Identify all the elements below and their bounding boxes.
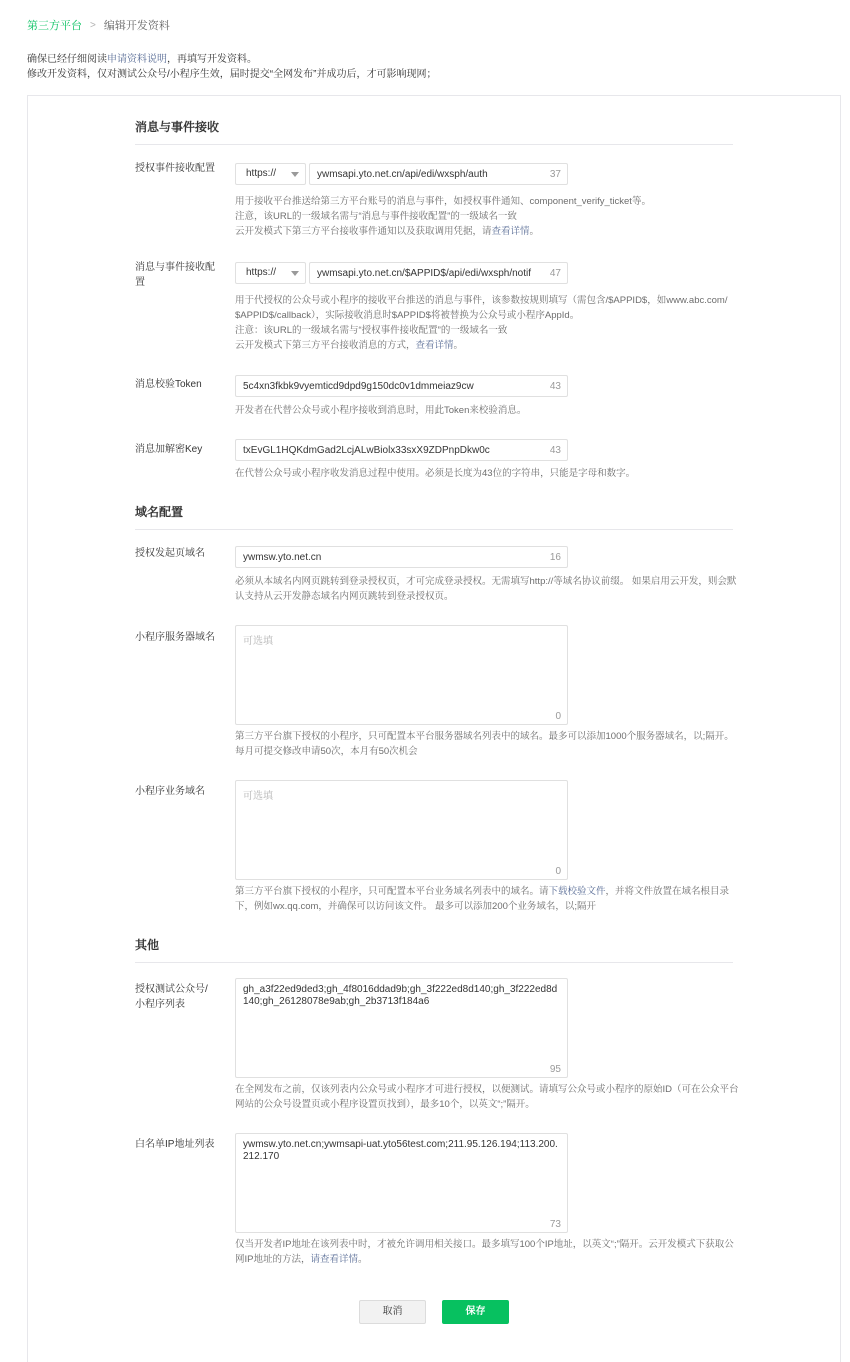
help-line: 认支持从云开发静态域名内网页跳转到登录授权页。	[235, 591, 454, 602]
help-line	[235, 1252, 735, 1267]
biz-domain-label: 小程序业务域名	[135, 786, 205, 797]
token-label: 消息校验Token	[135, 379, 202, 390]
input-value: txEvGL1HQKdmGad2LcjALwBiolx33sxX9ZDPnpDkw0c	[243, 445, 490, 456]
char-count: 43	[549, 381, 561, 392]
msg-event-label: 消息与事件接收配置	[135, 262, 215, 288]
help-line: 第三方平台旗下授权的小程序，只可配置本平台服务器域名列表中的域名。最多可以添加1000个服务器域名，以;隔开。	[235, 731, 734, 742]
section-divider	[135, 962, 733, 963]
section-title-message: 消息与事件接收	[135, 120, 220, 134]
help-text: 网IP地址的方法，	[235, 1254, 311, 1265]
help-line: $APPID$/callback），实际接收消息时$APPID$将被替换为公众号或小程序AppId。	[235, 310, 580, 321]
chevron-down-icon	[291, 271, 299, 276]
help-line: 在全网发布之前，仅该列表内公众号或小程序才可进行授权，以便测试。请填写公众号或小程序的原始ID（可在公众平台	[235, 1084, 739, 1095]
auth-event-url-input[interactable]	[309, 163, 568, 185]
apply-guide-link[interactable]: 申请资料说明	[107, 54, 167, 65]
char-count: 0	[555, 711, 561, 722]
breadcrumb	[27, 17, 170, 33]
char-count: 0	[555, 866, 561, 877]
notice	[27, 52, 436, 82]
placeholder-text: 可选填	[243, 791, 273, 802]
auth-domain-input[interactable]	[235, 546, 568, 568]
section-divider	[135, 144, 733, 145]
help-text: 。	[453, 340, 464, 351]
notice-line-1	[27, 52, 436, 67]
input-value: ywmsapi.yto.net.cn/$APPID$/api/edi/wxsph/notif	[317, 268, 531, 279]
help-line: 用于接收平台推送给第三方平台账号的消息与事件，如授权事件通知、component_verify_ticket等。	[235, 196, 651, 207]
help-line: 必须从本域名内网页跳转到登录授权页，才可完成登录授权。无需填写http://等域名协议前缀。 如果启用云开发，则会默	[235, 576, 737, 587]
aes-key-input[interactable]	[235, 439, 568, 461]
help-text: 。	[358, 1254, 368, 1265]
msg-event-url-input[interactable]	[309, 262, 568, 284]
help-line	[235, 224, 735, 239]
token-input[interactable]	[235, 375, 568, 397]
char-count: 43	[549, 445, 561, 456]
help-line: 仅当开发者IP地址在该列表中时，才被允许调用相关接口。最多填写100个IP地址，以英文“;”隔开。云开发模式下获取公	[235, 1239, 734, 1250]
notice-line-2: 修改开发资料，仅对测试公众号/小程序生效，届时提交“全网发布”并成功后，才可影响现网；	[27, 69, 437, 80]
help-line: 注意：该URL的一级域名需与“授权事件接收配置”的一级域名一致	[235, 325, 508, 336]
help-line: 每月可提交修改申请50次，本月有50次机会	[235, 746, 418, 757]
help-text: 云开发模式下第三方平台接收事件通知以及获取调用凭据，请	[235, 226, 492, 237]
msg-event-protocol-select[interactable]	[235, 262, 306, 284]
test-list-label: 授权测试公众号/小程序列表	[135, 984, 208, 1010]
biz-domain-help	[235, 884, 735, 914]
help-line	[235, 884, 735, 899]
biz-domain-textarea[interactable]	[235, 780, 568, 880]
ip-list-textarea[interactable]	[235, 1133, 568, 1233]
help-line: 开发者在代替公众号或小程序接收到消息时，用此Token来校验消息。	[235, 405, 527, 416]
textarea-value: gh_a3f22ed9ded3;gh_4f8016ddad9b;gh_3f222ed8d140;gh_3f222ed8d140;gh_26128078e9ab;gh_2b3713f184a6	[243, 984, 558, 1007]
help-text: 。	[529, 226, 540, 237]
test-list-help	[235, 1082, 739, 1112]
char-count: 47	[549, 268, 561, 279]
auth-domain-label: 授权发起页域名	[135, 548, 205, 559]
token-help	[235, 403, 735, 418]
save-button[interactable]: 保存	[442, 1300, 509, 1324]
placeholder-text: 可选填	[243, 636, 273, 647]
msg-event-details-link[interactable]: 查看详情	[415, 340, 454, 351]
section-title-domain: 域名配置	[135, 505, 184, 519]
test-list-textarea[interactable]	[235, 978, 568, 1078]
char-count: 37	[549, 169, 561, 180]
section-title-other: 其他	[135, 938, 160, 952]
help-line: 在代替公众号或小程序收发消息过程中使用。必须是长度为43位的字符串，只能是字母和数字。	[235, 468, 636, 479]
server-domain-help	[235, 729, 735, 759]
help-line: 用于代授权的公众号或小程序的接收平台推送的消息与事件，该参数按规则填写（需包含/$APPID$，如www.abc.com/	[235, 295, 728, 306]
download-verify-file-link[interactable]: 下载校验文件	[548, 886, 606, 897]
char-count: 95	[549, 1064, 561, 1075]
char-count: 73	[549, 1219, 561, 1230]
help-line: 注意，该URL的一级域名需与“消息与事件接收配置”的一级域名一致	[235, 211, 517, 222]
protocol-value: https://	[246, 267, 277, 278]
ip-list-label: 白名单IP地址列表	[135, 1139, 215, 1150]
notice-text: 确保已经仔细阅读	[27, 54, 107, 65]
input-value: ywmsw.yto.net.cn	[243, 552, 322, 563]
ip-list-help	[235, 1237, 735, 1267]
server-domain-textarea[interactable]	[235, 625, 568, 725]
ip-details-link[interactable]: 请查看详情	[310, 1254, 358, 1265]
help-text: ，并将文件放置在域名根目录	[605, 886, 730, 897]
textarea-value: ywmsw.yto.net.cn;ywmsapi-uat.yto56test.com;211.95.126.194;113.200.212.170	[243, 1139, 558, 1162]
help-line	[235, 338, 735, 353]
help-text: 第三方平台旗下授权的小程序，只可配置本平台业务域名列表中的域名。请	[235, 886, 549, 897]
help-line: 网站的公众号设置页或小程序设置页找到），最多10个，以英文“;”隔开。	[235, 1099, 535, 1110]
cancel-button[interactable]: 取消	[359, 1300, 426, 1324]
aes-key-help	[235, 466, 735, 481]
notice-text: ，再填写开发资料。	[167, 54, 257, 65]
breadcrumb-current: 编辑开发资料	[103, 20, 170, 32]
auth-event-protocol-select[interactable]	[235, 163, 306, 185]
help-text: 云开发模式下第三方平台接收消息的方式，	[235, 340, 416, 351]
chevron-down-icon	[291, 172, 299, 177]
section-divider	[135, 529, 733, 530]
char-count: 16	[549, 552, 561, 563]
input-value: 5c4xn3fkbk9vyemticd9dpd9g150dc0v1dmmeiaz9cw	[243, 381, 474, 392]
chevron-right-icon: >	[90, 19, 96, 31]
server-domain-label: 小程序服务器域名	[135, 632, 215, 643]
msg-event-help	[235, 293, 735, 353]
help-line: 下，例如wx.qq.com，并确保可以访问该文件。 最多可以添加200个业务域名，以;隔开	[235, 901, 597, 912]
aes-key-label: 消息加解密Key	[135, 444, 203, 455]
auth-domain-help	[235, 574, 735, 604]
auth-event-details-link[interactable]: 查看详情	[491, 226, 530, 237]
auth-event-help	[235, 194, 735, 239]
breadcrumb-parent-link[interactable]: 第三方平台	[27, 20, 82, 32]
auth-event-label: 授权事件接收配置	[135, 163, 215, 174]
protocol-value: https://	[246, 168, 277, 179]
input-value: ywmsapi.yto.net.cn/api/edi/wxsph/auth	[317, 169, 488, 180]
